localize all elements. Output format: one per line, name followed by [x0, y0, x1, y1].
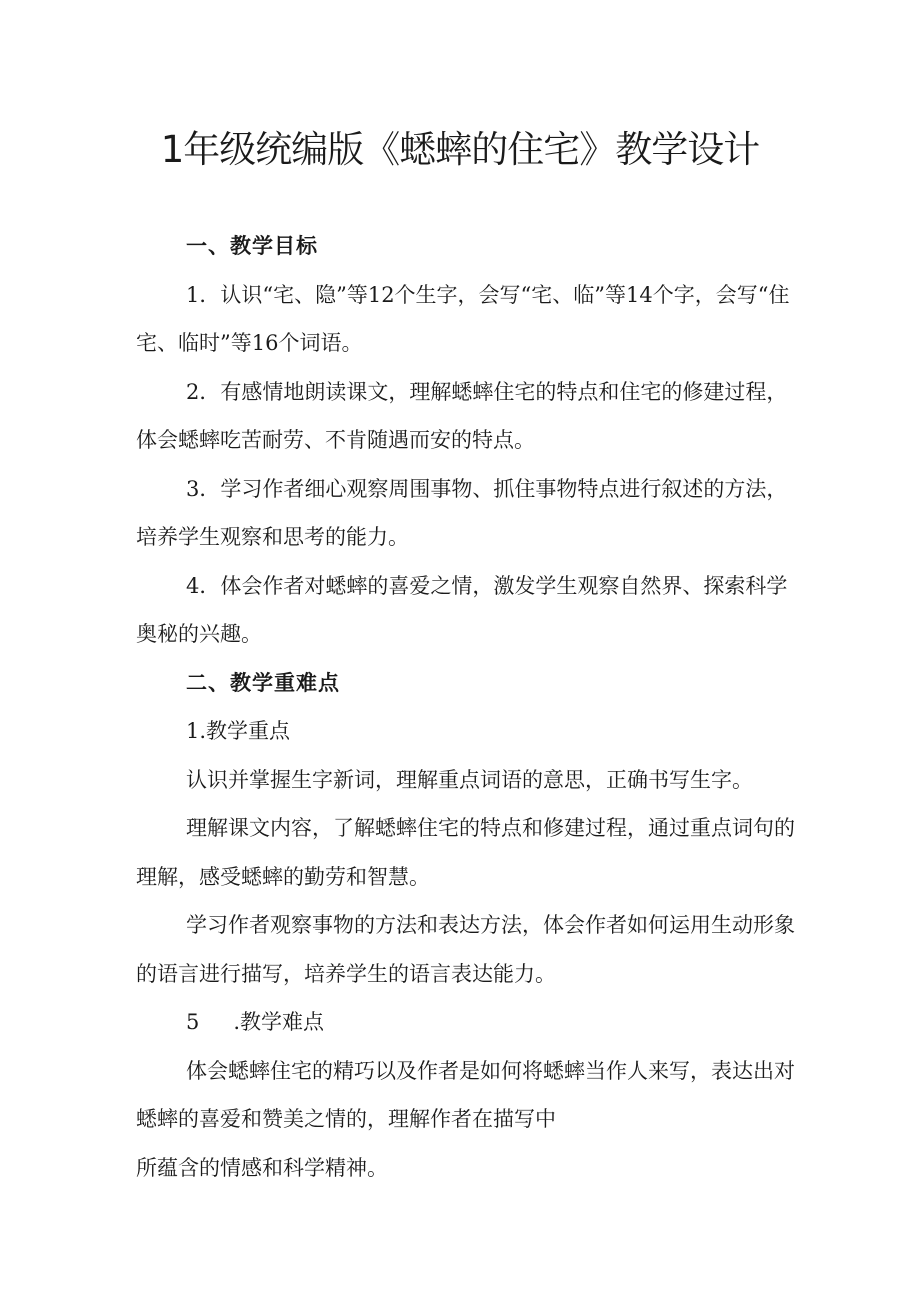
document-body: [136, 222, 796, 1192]
key-point-paragraph-3: 学习作者观察事物的方法和表达方法，体会作者如何运用生动形象的语言进行描写，培养学生的语言表达能力。: [136, 913, 795, 986]
difficulties-label: .教学难点: [233, 1010, 325, 1034]
objective-item-2: 2．有感情地朗读课文，理解蟋蟀住宅的特点和住宅的修建过程，体会蟋蟀吃苦耐劳、不肯随遇而安的特点。: [136, 379, 788, 452]
key-point-paragraph-2: 理解课文内容，了解蟋蟀住宅的特点和修建过程，通过重点词句的理解，感受蟋蟀的勤劳和智慧。: [136, 816, 795, 889]
difficulty-paragraph-tail: 所蕴含的情感和科学精神。: [136, 1155, 388, 1180]
difficulties-number: 5: [186, 1010, 200, 1034]
section-heading-key-difficult-points: 二、教学重难点: [186, 670, 340, 695]
objective-item-4: 4．体会作者对蟋蟀的喜爱之情，激发学生观察自然界、探索科学奥秘的兴趣。: [136, 573, 788, 646]
section-heading-objectives: 一、教学目标: [186, 234, 318, 258]
key-point-paragraph-1: 认识并掌握生字新词，理解重点词语的意思，正确书写生字。: [186, 767, 753, 792]
objective-item-3: 3．学习作者细心观察周围事物、抓住事物特点进行叙述的方法，培养学生观察和思考的能力。: [136, 476, 788, 549]
subheading-difficulties: [136, 998, 796, 1047]
difficulty-paragraph: 体会蟋蟀住宅的精巧以及作者是如何将蟋蟀当作人来写，表达出对蟋蟀的喜爱和赞美之情的，理解作者在描写中: [136, 1058, 795, 1131]
subheading-key-points: 1.教学重点: [186, 719, 291, 743]
document-title: 1年级统编版《蟋蟀的住宅》教学设计: [160, 128, 760, 171]
objective-item-1: 1．认识“宅、隐”等12个生字，会写“宅、临”等14个字，会写“住宅、临时”等16个词语。: [136, 282, 790, 355]
